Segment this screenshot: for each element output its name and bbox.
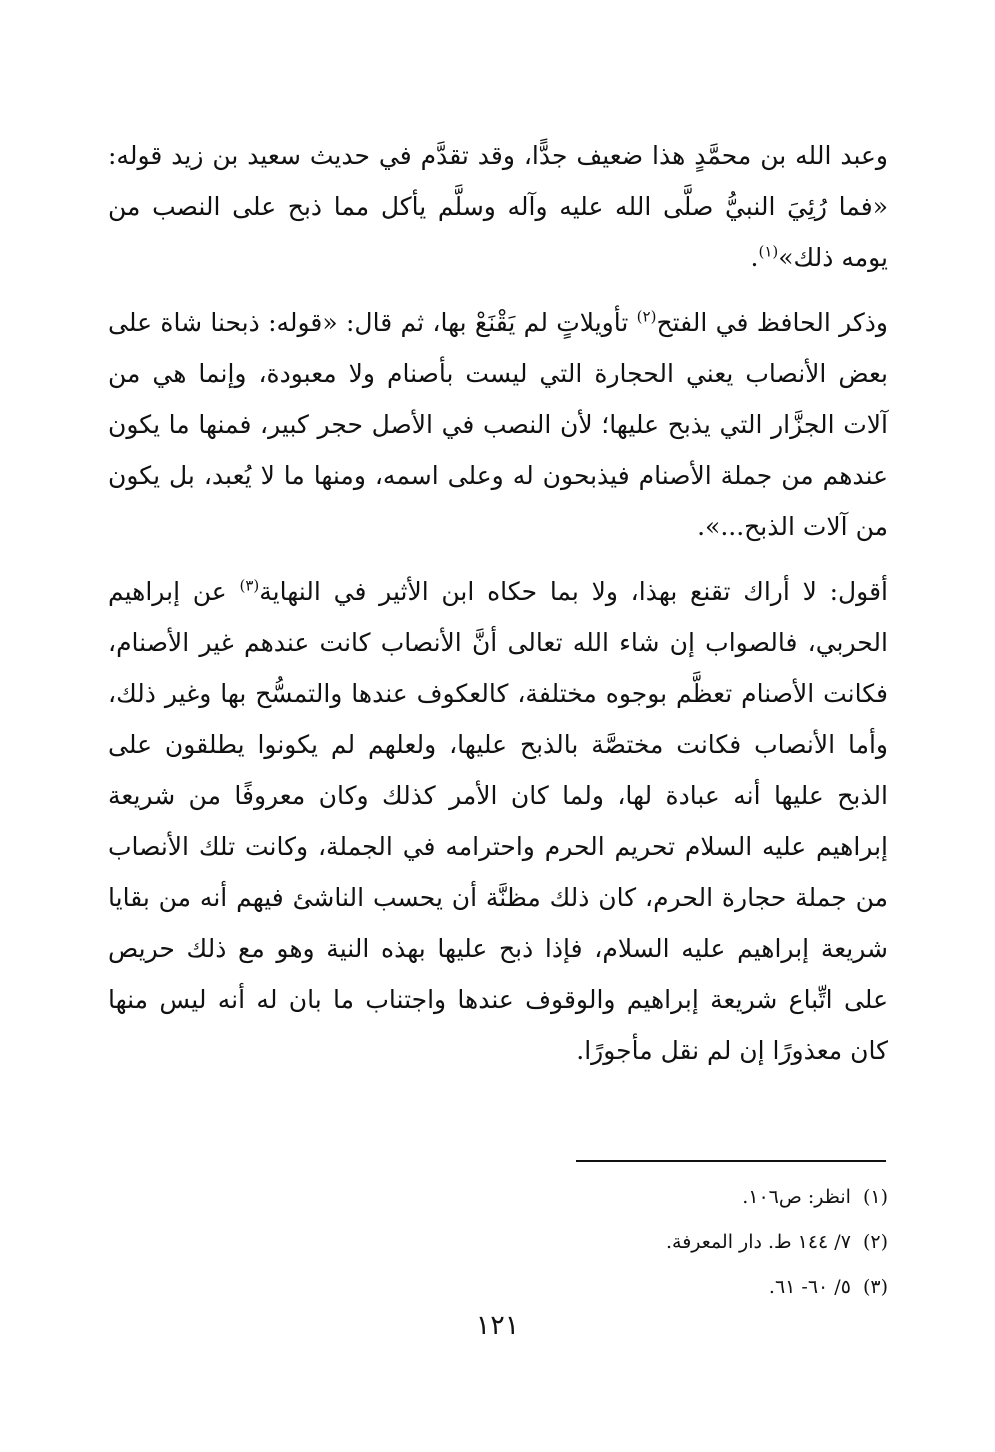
paragraph-2-text-rest: تأويلاتٍ لم يَقْنَعْ بها، ثم قال: «قوله: ذبحنا شاة على بعض الأنصاب يعني الحجارة التي ليست بأصنام ولا معبودة، وإنما هي من آلات الجزَّار التي يذبح عليها؛ لأن النصب في الأصل حجر كبير، فمنها ما يكون عندهم من جملة الأصنام فيذبحون له وعلى اسمه، ومنها ما لا يُعبد، بل يكون من آلات الذبح...». [108,308,888,541]
footnote-2-number: (٢) [862,1231,888,1253]
footnote-ref-3: (٣) [239,576,260,595]
footnote-ref-1: (١) [758,242,779,261]
footnote-ref-2: (٢) [636,307,657,326]
footnote-2-text: ٧/ ١٤٤ ط. دار المعرفة. [665,1231,851,1253]
footnote-1-number: (١) [862,1186,888,1208]
footnote-3 [108,1265,888,1310]
footnotes [108,1175,888,1310]
footnote-divider [576,1160,886,1162]
paragraph-3-text-rest: عن إبراهيم الحربي، فالصواب إن شاء الله تعالى أنَّ الأنصاب كانت عندهم غير الأصنام، فكانت الأصنام تعظَّم بوجوه مختلفة، كالعكوف عندها والتمسُّح بها وغير ذلك، وأما الأنصاب فكانت مختصَّة بالذبح عليها، ولعلهم لم يكونوا يطلقون على الذبح عليها أنه عبادة لها، ولما كان الأمر كذلك وكان معروفًا من شريعة إبراهيم عليه السلام تحريم الحرم واحترامه في الجملة، وكانت تلك الأنصاب من جملة حجارة الحرم، كان ذلك مظنَّة أن يحسب الناشئ فيهم أنه من بقايا شريعة إبراهيم عليه السلام، فإذا ذبح عليها بهذه النية وهو مع ذلك حريص على اتِّباع شريعة إبراهيم والوقوف عندها واجتناب ما بان له أنه ليس منها كان معذورًا إن لم نقل مأجورًا. [108,577,888,1065]
paragraph-2-text-start: وذكر الحافظ في الفتح [656,308,889,337]
paragraph-3 [108,566,888,1076]
footnote-3-text: ٥/ ٦٠- ٦١. [768,1276,851,1298]
paragraph-1 [108,130,888,283]
footnote-1 [108,1175,888,1220]
paragraph-3-text-start: أقول: لا أراك تقنع بهذا، ولا بما حكاه ابن الأثير في النهاية [259,577,888,606]
page-number: ١٢١ [475,1310,520,1341]
paragraph-2 [108,297,888,552]
main-text [108,130,888,1090]
paragraph-1-text: وعبد الله بن محمَّدٍ هذا ضعيف جدًّا، وقد تقدَّم في حديث سعيد بن زيد قوله: «فما رُئِيَ النبيُّ صلَّى الله عليه وآله وسلَّم يأكل مما ذبح على النصب من يومه ذلك» [108,141,888,272]
footnote-3-number: (٣) [862,1276,888,1298]
footnote-1-text: انظر: ص١٠٦. [742,1186,851,1208]
paragraph-1-end: . [750,243,759,272]
footnote-2 [108,1220,888,1265]
